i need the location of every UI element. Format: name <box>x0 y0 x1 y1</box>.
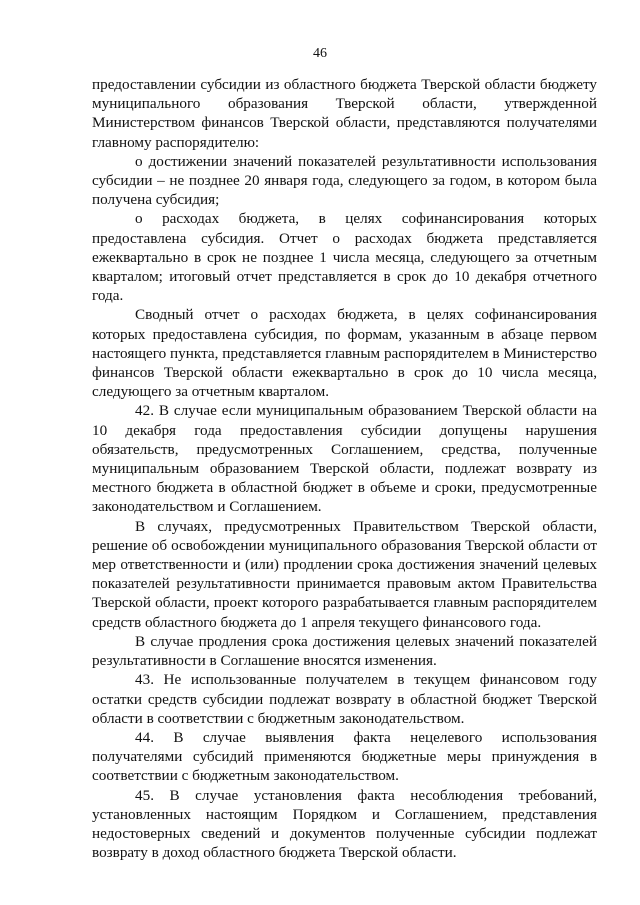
paragraph-continuation: предоставлении субсидии из областного бюджета Тверской области бюджету муниципального образования Тверской области, утвержденной Министерством финансов Тверской области, представляются получателями главному распорядителю: <box>92 76 597 151</box>
paragraph-exemption: В случаях, предусмотренных Правительством Тверской области, решение об освобождении муниципального образования Тверской области от мер ответственности и (или) продлении срока достижения значений целевых показателей результативности принимается правовым актом Правительства Тверской области, проект которого разрабатывается главным распорядителем средств областного бюджета до 1 апреля текущего финансового года. <box>92 517 597 631</box>
paragraph-item-42: 42. В случае если муниципальным образованием Тверской области на 10 декабря года предоставления субсидии допущены нарушения обязательств, предусмотренных Соглашением, средства, полученные муниципальным образованием Тверской области, подлежат возврату из местного бюджета в областной бюджет в объеме и сроки, предусмотренные законодательством и Соглашением. <box>92 402 597 516</box>
paragraph-summary-report: Сводный отчет о расходах бюджета, в целях софинансирования которых предоставлена субсидия, по формам, указанным в абзаце первом настоящего пункта, представляется главным распорядителем в Министерство финансов Тверской области ежеквартально в срок до 10 числа месяца, следующего за отчетным кварталом. <box>92 306 597 401</box>
paragraph-report-expenses: о расходах бюджета, в целях софинансирования которых предоставлена субсидия. Отчет о расходах бюджета представляется ежеквартально в срок не позднее 1 числа месяца, следующего за отчетным кварталом; итоговый отчет представляется в срок до 10 декабря отчетного года. <box>92 210 597 305</box>
paragraph-extension: В случае продления срока достижения целевых значений показателей результативности в Соглашение вносятся изменения. <box>92 632 597 670</box>
paragraph-report-indicators: о достижении значений показателей результативности использования субсидии – не позднее 20 января года, следующего за годом, в котором была получена субсидия; <box>92 152 597 209</box>
page-number: 46 <box>313 46 327 61</box>
paragraph-item-43: 43. Не использованные получателем в текущем финансовом году остатки средств субсидии подлежат возврату в областной бюджет Тверской области в соответствии с бюджетным законодательством. <box>92 671 597 727</box>
paragraph-item-45: 45. В случае установления факта несоблюдения требований, установленных настоящим Порядком и Соглашением, представления недостоверных сведений и документов полученные субсидии подлежат возврату в доход областного бюджета Тверской области. <box>92 786 597 862</box>
paragraph-item-44: 44. В случае выявления факта нецелевого использования получателями субсидий применяются бюджетные меры принуждения в соответствии с бюджетным законодательством. <box>92 728 597 785</box>
document-body <box>92 75 597 862</box>
